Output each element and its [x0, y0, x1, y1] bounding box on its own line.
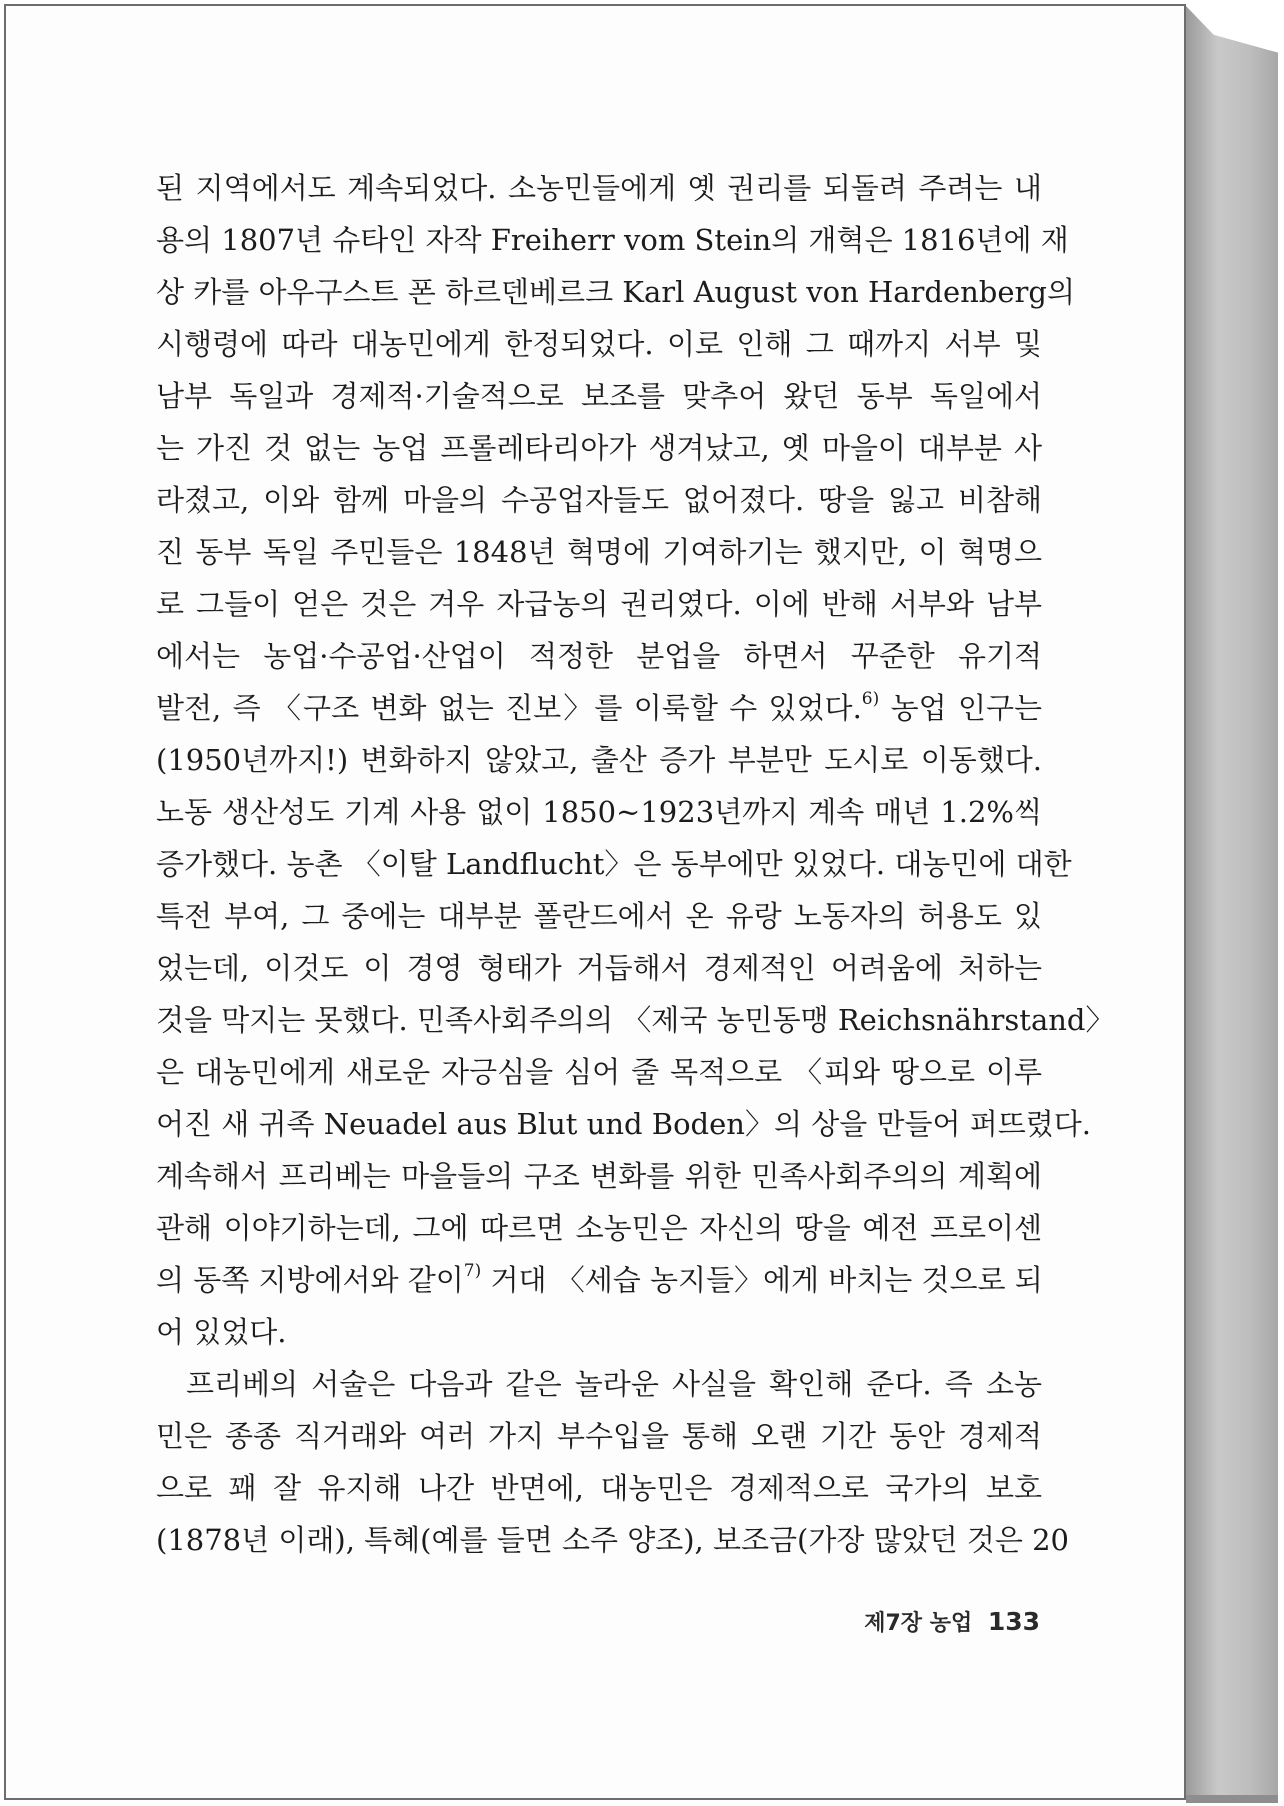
- page-footer: [864, 1606, 1040, 1637]
- text-line: 것을 막지는 못했다. 민족사회주의의 〈제국 농민동맹 Reichsnährstand〉: [156, 1003, 1115, 1037]
- text-line-with-footnote: [156, 1254, 1042, 1306]
- text-line-with-footnote: [156, 682, 1042, 734]
- text-line: 진 동부 독일 주민들은 1848년 혁명에 기여하기는 했지만, 이 혁명으: [156, 535, 1042, 569]
- text-line: 은 대농민에게 새로운 자긍심을 심어 줄 목적으로 〈피와 땅으로 이루: [156, 1055, 1042, 1089]
- book-spine: [1186, 6, 1278, 1800]
- running-footer-chapter: 제7장 농업: [864, 1611, 973, 1636]
- text-line: 된 지역에서도 계속되었다. 소농민들에게 옛 권리를 되돌려 주려는 내: [156, 171, 1042, 205]
- footnote-marker: 6): [861, 689, 880, 709]
- text-line: 민은 종종 직거래와 여러 가지 부수입을 통해 오랜 기간 동안 경제적: [156, 1419, 1042, 1453]
- text-line: 는 가진 것 없는 농업 프롤레타리아가 생겨났고, 옛 마을이 대부분 사: [156, 431, 1042, 465]
- text-segment: 거대 〈세습 농지들〉에게 바치는 것으로 되: [481, 1263, 1043, 1297]
- text-line: 계속해서 프리베는 마을들의 구조 변화를 위한 민족사회주의의 계획에: [156, 1159, 1042, 1193]
- text-line: 남부 독일과 경제적·기술적으로 보조를 맞추어 왔던 동부 독일에서: [156, 379, 1042, 413]
- body-text: [156, 162, 1115, 1566]
- text-line: 시행령에 따라 대농민에게 한정되었다. 이로 인해 그 때까지 서부 및: [156, 327, 1042, 361]
- paragraph-end-line: 어 있었다.: [156, 1315, 287, 1349]
- text-segment: 농업 인구는: [879, 691, 1042, 725]
- text-line: (1878년 이래), 특혜(예를 들면 소주 양조), 보조금(가장 많았던 것은 20: [156, 1523, 1069, 1557]
- text-line: 노동 생산성도 기계 사용 없이 1850~1923년까지 계속 매년 1.2%씩: [156, 795, 1042, 829]
- text-line: 용의 1807년 슈타인 자작 Freiherr vom Stein의 개혁은 1816년에 재: [156, 223, 1069, 257]
- text-line: 특전 부여, 그 중에는 대부분 폴란드에서 온 유랑 노동자의 허용도 있: [156, 899, 1042, 933]
- text-line: 에서는 농업·수공업·산업이 적정한 분업을 하면서 꾸준한 유기적: [156, 639, 1042, 673]
- text-segment: 의 동쪽 지방에서와 같이: [156, 1263, 464, 1297]
- text-segment: 발전, 즉 〈구조 변화 없는 진보〉를 이룩할 수 있었다.: [156, 691, 862, 725]
- book-edge-shadow: [1186, 1795, 1278, 1803]
- text-line: 으로 꽤 잘 유지해 나간 반면에, 대농민은 경제적으로 국가의 보호: [156, 1471, 1042, 1505]
- book-page: [4, 4, 1186, 1800]
- text-line: (1950년까지!) 변화하지 않았고, 출산 증가 부분만 도시로 이동했다.: [156, 743, 1042, 777]
- text-line: 어진 새 귀족 Neuadel aus Blut und Boden〉의 상을 만들어 퍼뜨렸다.: [156, 1107, 1091, 1141]
- text-line: 라졌고, 이와 함께 마을의 수공업자들도 없어졌다. 땅을 잃고 비참해: [156, 483, 1042, 517]
- text-line: 었는데, 이것도 이 경영 형태가 거듭해서 경제적인 어려움에 처하는: [156, 951, 1042, 985]
- text-line: 관해 이야기하는데, 그에 따르면 소농민은 자신의 땅을 예전 프로이센: [156, 1211, 1042, 1245]
- text-line: 상 카를 아우구스트 폰 하르덴베르크 Karl August von Hardenberg의: [156, 275, 1075, 309]
- paragraph-start-line: 프리베의 서술은 다음과 같은 놀라운 사실을 확인해 준다. 즉 소농: [186, 1367, 1042, 1401]
- footnote-marker: 7): [463, 1261, 482, 1281]
- text-line: 로 그들이 얻은 것은 겨우 자급농의 권리였다. 이에 반해 서부와 남부: [156, 587, 1042, 621]
- text-line: 증가했다. 농촌 〈이탈 Landflucht〉은 동부에만 있었다. 대농민에 대한: [156, 847, 1072, 881]
- page-number: 133: [987, 1607, 1040, 1636]
